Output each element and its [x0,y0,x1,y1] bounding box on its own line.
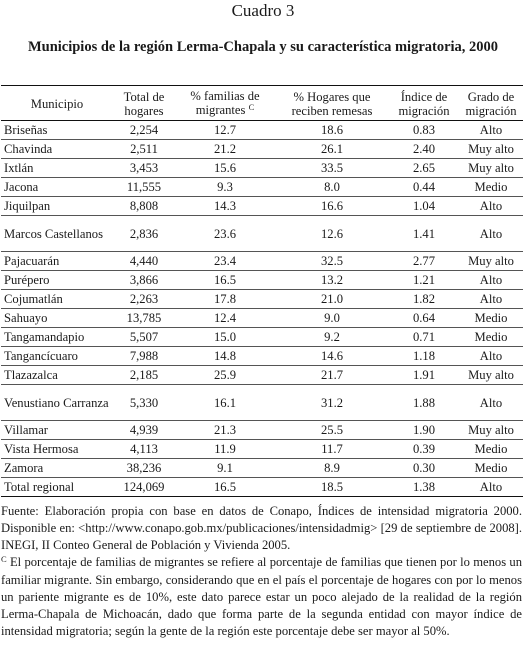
cell-total-hogares: 2,185 [113,366,175,385]
column-header-familias-migrantes [175,86,275,121]
cell-grado-migracion: Medio [459,178,523,197]
cell-total-hogares: 2,254 [113,121,175,140]
cell-hogares-remesas: 18.6 [275,121,389,140]
cell-indice-migracion: 1.04 [389,197,459,216]
cell-municipio: Sahuayo [1,309,113,328]
cell-hogares-remesas: 12.6 [275,216,389,252]
cell-grado-migracion: Alto [459,478,523,497]
cell-hogares-remesas: 31.2 [275,385,389,421]
column-header-total-hogares [113,86,175,121]
cell-indice-migracion: 0.30 [389,459,459,478]
table-row [1,421,523,440]
column-header-municipio: Municipio [1,86,113,121]
cell-total-hogares: 5,507 [113,328,175,347]
source-note [1,503,522,554]
cell-hogares-remesas: 11.7 [275,440,389,459]
cell-familias-migrantes: 12.4 [175,309,275,328]
cell-indice-migracion: 0.44 [389,178,459,197]
cell-total-hogares: 2,263 [113,290,175,309]
cell-indice-migracion: 0.71 [389,328,459,347]
cell-familias-migrantes: 9.3 [175,178,275,197]
column-header-total-hogares-label: Total de hogares [123,89,165,118]
table-row [1,271,523,290]
cell-hogares-remesas: 9.2 [275,328,389,347]
cell-indice-migracion: 0.39 [389,440,459,459]
cell-municipio: Ixtlán [1,159,113,178]
cell-familias-migrantes: 16.5 [175,478,275,497]
table-row [1,140,523,159]
cell-grado-migracion: Muy alto [459,159,523,178]
cell-grado-migracion: Alto [459,216,523,252]
cell-grado-migracion: Alto [459,290,523,309]
cell-indice-migracion: 1.38 [389,478,459,497]
table-row [1,178,523,197]
cell-municipio: Total regional [1,478,113,497]
column-header-indice-migracion-label: Índice de migración [398,89,450,118]
cell-indice-migracion: 2.40 [389,140,459,159]
cell-indice-migracion: 2.65 [389,159,459,178]
cell-grado-migracion: Alto [459,271,523,290]
table-row [1,309,523,328]
cell-hogares-remesas: 18.5 [275,478,389,497]
cell-hogares-remesas: 26.1 [275,140,389,159]
cell-municipio: Pajacuarán [1,252,113,271]
table-row [1,347,523,366]
cell-familias-migrantes: 17.8 [175,290,275,309]
table-row [1,459,523,478]
cell-hogares-remesas: 25.5 [275,421,389,440]
column-header-hogares-remesas [275,86,389,121]
cell-hogares-remesas: 33.5 [275,159,389,178]
cell-municipio: Tangancícuaro [1,347,113,366]
cell-grado-migracion: Medio [459,328,523,347]
cell-indice-migracion: 1.88 [389,385,459,421]
cell-total-hogares: 2,511 [113,140,175,159]
cell-indice-migracion: 0.64 [389,309,459,328]
cell-municipio: Chavinda [1,140,113,159]
footnote-marker: C [1,554,7,564]
cell-familias-migrantes: 15.6 [175,159,275,178]
cell-hogares-remesas: 8.0 [275,178,389,197]
cell-familias-migrantes: 15.0 [175,328,275,347]
cell-total-hogares: 4,113 [113,440,175,459]
cell-total-hogares: 11,555 [113,178,175,197]
cell-municipio: Tlazazalca [1,366,113,385]
table-number: Cuadro 3 [231,1,295,20]
column-header-indice-migracion [389,86,459,121]
cell-indice-migracion: 1.90 [389,421,459,440]
cell-indice-migracion: 2.77 [389,252,459,271]
cell-familias-migrantes: 11.9 [175,440,275,459]
cell-grado-migracion: Medio [459,459,523,478]
column-header-grado-migracion-label: Grado de migración [465,89,517,118]
cell-indice-migracion: 0.83 [389,121,459,140]
table-title: Municipios de la región Lerma-Chapala y su característica migratoria, 2000 [27,39,499,55]
cell-municipio: Marcos Castellanos [1,216,113,252]
cell-total-hogares: 38,236 [113,459,175,478]
column-header-hogares-remesas-label: % Hogares que reciben remesas [291,89,373,118]
table-header-row [1,86,523,121]
cell-familias-migrantes: 12.7 [175,121,275,140]
table-row [1,478,523,497]
table-notes [1,503,522,640]
cell-municipio: Vista Hermosa [1,440,113,459]
cell-indice-migracion: 1.82 [389,290,459,309]
cell-total-hogares: 8,808 [113,197,175,216]
cell-hogares-remesas: 13.2 [275,271,389,290]
cell-total-hogares: 4,440 [113,252,175,271]
cell-municipio: Jacona [1,178,113,197]
migration-table [1,85,523,497]
cell-hogares-remesas: 8.9 [275,459,389,478]
cell-municipio: Briseñas [1,121,113,140]
cell-total-hogares: 5,330 [113,385,175,421]
cell-hogares-remesas: 21.7 [275,366,389,385]
cell-hogares-remesas: 16.6 [275,197,389,216]
cell-total-hogares: 4,939 [113,421,175,440]
cell-municipio: Villamar [1,421,113,440]
table-row [1,385,523,421]
cell-hogares-remesas: 21.0 [275,290,389,309]
cell-total-hogares: 124,069 [113,478,175,497]
cell-municipio: Tangamandapio [1,328,113,347]
cell-total-hogares: 13,785 [113,309,175,328]
cell-municipio: Cojumatlán [1,290,113,309]
footnote-marker: C [248,102,255,112]
cell-hogares-remesas: 9.0 [275,309,389,328]
cell-familias-migrantes: 23.6 [175,216,275,252]
cell-grado-migracion: Alto [459,197,523,216]
cell-familias-migrantes: 14.3 [175,197,275,216]
table-row [1,197,523,216]
cell-familias-migrantes: 16.5 [175,271,275,290]
cell-familias-migrantes: 25.9 [175,366,275,385]
table-row [1,440,523,459]
table-row [1,216,523,252]
cell-grado-migracion: Alto [459,385,523,421]
footnote [1,554,522,640]
cell-municipio: Venustiano Carranza [1,385,113,421]
table-row [1,252,523,271]
cell-familias-migrantes: 14.8 [175,347,275,366]
cell-total-hogares: 2,836 [113,216,175,252]
cell-municipio: Purépero [1,271,113,290]
cell-indice-migracion: 1.91 [389,366,459,385]
cell-total-hogares: 3,453 [113,159,175,178]
cell-familias-migrantes: 9.1 [175,459,275,478]
cell-familias-migrantes: 21.2 [175,140,275,159]
cell-grado-migracion: Alto [459,121,523,140]
cell-hogares-remesas: 32.5 [275,252,389,271]
table-row [1,290,523,309]
cell-indice-migracion: 1.21 [389,271,459,290]
table-row [1,366,523,385]
source-url-link[interactable]: http://www.conapo.gob.mx/publicaciones/intensidadmig [85,521,371,535]
cell-hogares-remesas: 14.6 [275,347,389,366]
cell-grado-migracion: Alto [459,347,523,366]
cell-indice-migracion: 1.18 [389,347,459,366]
cell-grado-migracion: Muy alto [459,140,523,159]
cell-total-hogares: 7,988 [113,347,175,366]
cell-municipio: Zamora [1,459,113,478]
source-prefix: Fuente: Elaboración propia con base en datos de Conapo, Índices de intensidad migratoria 2000. Disponible en: < [1,504,522,535]
cell-indice-migracion: 1.41 [389,216,459,252]
cell-grado-migracion: Medio [459,309,523,328]
column-header-familias-migrantes-label: % familias de migrantes [190,89,260,117]
cell-grado-migracion: Muy alto [459,366,523,385]
cell-grado-migracion: Medio [459,440,523,459]
cell-grado-migracion: Muy alto [459,421,523,440]
cell-municipio: Jiquilpan [1,197,113,216]
footnote-text: El porcentaje de familias de migrantes se refiere al porcentaje de familias que tienen por lo menos un familiar migrante. Sin embargo, considerando que en el país el porcentaje de hogares con por lo menos un pariente migrante es de 10%, este dato parece estar un poco alejado de la realidad de la región Lerma-Chapala de Michoacán, dado que forma parte de la segunda entidad con mayor índice de intensidad migratoria; según la gente de la región este porcentaje debe ser mayor al 50%. [1,555,522,638]
cell-grado-migracion: Muy alto [459,252,523,271]
cell-familias-migrantes: 21.3 [175,421,275,440]
table-row [1,328,523,347]
column-header-grado-migracion [459,86,523,121]
table-row [1,121,523,140]
cell-familias-migrantes: 23.4 [175,252,275,271]
cell-total-hogares: 3,866 [113,271,175,290]
cell-familias-migrantes: 16.1 [175,385,275,421]
source-suffix: > [29 de septiembre de 2008]. INEGI, II Conteo General de Población y Vivienda 2005. [1,521,523,552]
table-row [1,159,523,178]
table-body [1,121,523,497]
